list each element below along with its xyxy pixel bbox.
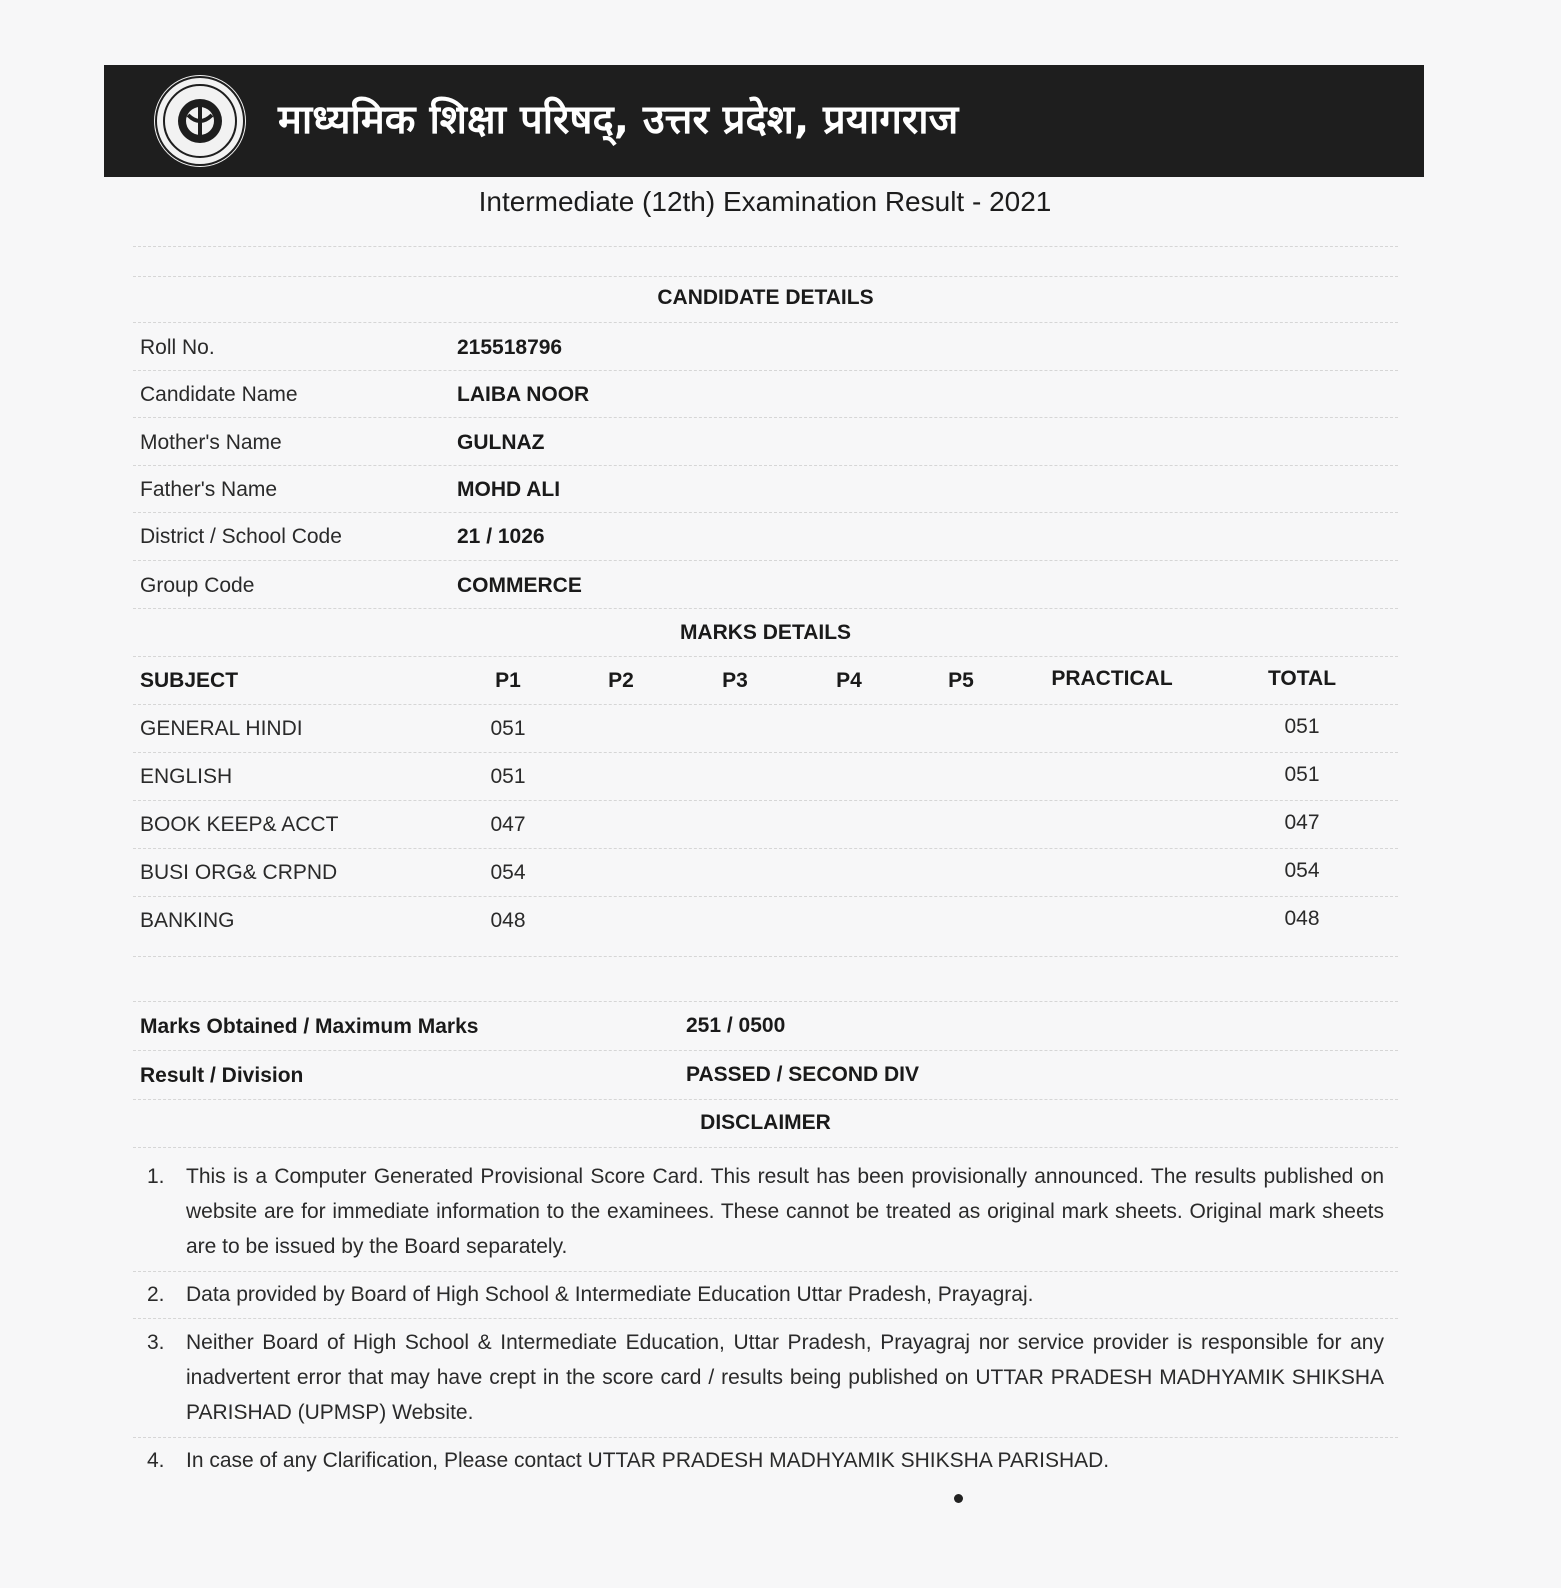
result-division-label: Result / Division bbox=[140, 1064, 304, 1087]
disclaimer-item bbox=[147, 1325, 1384, 1430]
roll-no-value: 215518796 bbox=[457, 336, 563, 359]
divider bbox=[133, 1437, 1398, 1438]
exam-title: Intermediate (12th) Examination Result - 2021 bbox=[478, 186, 1052, 217]
father-name-label: Father's Name bbox=[140, 478, 278, 501]
p1-cell: 048 bbox=[490, 909, 526, 932]
col-p2: P2 bbox=[608, 669, 634, 692]
disclaimer-item bbox=[147, 1159, 1384, 1264]
divider bbox=[133, 656, 1398, 657]
divider bbox=[133, 1147, 1398, 1148]
total-cell: 054 bbox=[1284, 859, 1320, 882]
divider bbox=[133, 1099, 1398, 1100]
group-code-label: Group Code bbox=[140, 574, 255, 597]
divider bbox=[133, 848, 1398, 849]
total-cell: 048 bbox=[1284, 907, 1320, 930]
col-p5: P5 bbox=[948, 669, 974, 692]
district-school-code-value: 21 / 1026 bbox=[457, 525, 545, 548]
disclaimer-text: In case of any Clarification, Please contact UTTAR PRADESH MADHYAMIK SHIKSHA PARISHAD. bbox=[186, 1449, 1110, 1472]
disclaimer-number: 1. bbox=[147, 1165, 165, 1188]
ink-dot bbox=[954, 1494, 963, 1503]
col-p3: P3 bbox=[722, 669, 748, 692]
marks-obtained-value: 251 / 0500 bbox=[686, 1014, 786, 1037]
subject-cell: BUSI ORG& CRPND bbox=[140, 861, 338, 884]
candidate-details-heading: CANDIDATE DETAILS bbox=[657, 286, 874, 309]
col-total: TOTAL bbox=[1267, 667, 1337, 690]
mother-name-value: GULNAZ bbox=[457, 431, 545, 454]
divider bbox=[133, 465, 1398, 466]
father-name-value: MOHD ALI bbox=[457, 478, 561, 501]
disclaimer-text: This is a Computer Generated Provisional Score Card. This result has been provisionally announced. The results published on website are for immediate information to the examinees. These cannot be treated as original mark sheets. Original mark sheets are to be issued by the Board separately. bbox=[186, 1165, 1384, 1258]
divider bbox=[133, 417, 1398, 418]
col-p1: P1 bbox=[495, 669, 521, 692]
divider bbox=[133, 1318, 1398, 1319]
candidate-name-label: Candidate Name bbox=[140, 383, 298, 406]
disclaimer-text: Data provided by Board of High School & Intermediate Education Uttar Pradesh, Prayagraj. bbox=[186, 1283, 1034, 1306]
col-subject: SUBJECT bbox=[140, 669, 239, 692]
group-code-value: COMMERCE bbox=[457, 574, 582, 597]
disclaimer-number: 4. bbox=[147, 1449, 165, 1472]
district-school-code-label: District / School Code bbox=[140, 525, 342, 548]
divider bbox=[133, 956, 1398, 957]
p1-cell: 047 bbox=[490, 813, 526, 836]
marks-details-heading: MARKS DETAILS bbox=[679, 621, 852, 644]
divider bbox=[133, 704, 1398, 705]
board-name-hindi: माध्यमिक शिक्षा परिषद्, उत्तर प्रदेश, प्रयागराज bbox=[278, 97, 959, 143]
divider bbox=[133, 1050, 1398, 1051]
divider bbox=[133, 896, 1398, 897]
total-cell: 051 bbox=[1284, 715, 1320, 738]
divider bbox=[133, 276, 1398, 277]
col-p4: P4 bbox=[836, 669, 862, 692]
divider bbox=[133, 512, 1398, 513]
roll-no-label: Roll No. bbox=[140, 336, 215, 359]
total-cell: 051 bbox=[1284, 763, 1320, 786]
mother-name-label: Mother's Name bbox=[140, 431, 282, 454]
divider bbox=[133, 1271, 1398, 1272]
divider bbox=[133, 560, 1398, 561]
divider bbox=[133, 246, 1398, 247]
divider bbox=[133, 322, 1398, 323]
disclaimer-number: 3. bbox=[147, 1331, 165, 1354]
candidate-name-value: LAIBA NOOR bbox=[457, 383, 590, 406]
divider bbox=[133, 1001, 1398, 1002]
marks-obtained-label: Marks Obtained / Maximum Marks bbox=[140, 1015, 479, 1038]
divider bbox=[133, 752, 1398, 753]
subject-cell: BOOK KEEP& ACCT bbox=[140, 813, 339, 836]
board-seal-icon bbox=[154, 75, 246, 167]
disclaimer-heading: DISCLAIMER bbox=[700, 1111, 831, 1134]
disclaimer-item bbox=[147, 1443, 1384, 1478]
disclaimer-item bbox=[147, 1277, 1384, 1312]
col-practical: PRACTICAL bbox=[1051, 667, 1173, 690]
header-banner bbox=[104, 65, 1424, 177]
total-cell: 047 bbox=[1284, 811, 1320, 834]
disclaimer-text: Neither Board of High School & Intermediate Education, Uttar Pradesh, Prayagraj nor service provider is responsible for any inadvertent error that may have crept in the score card / results being published on UTTAR PRADESH MADHYAMIK SHIKSHA PARISHAD (UPMSP) Website. bbox=[186, 1331, 1384, 1424]
p1-cell: 051 bbox=[490, 717, 526, 740]
disclaimer-number: 2. bbox=[147, 1283, 165, 1306]
subject-cell: BANKING bbox=[140, 909, 235, 932]
p1-cell: 051 bbox=[490, 765, 526, 788]
p1-cell: 054 bbox=[490, 861, 526, 884]
divider bbox=[133, 370, 1398, 371]
divider bbox=[133, 800, 1398, 801]
result-division-value: PASSED / SECOND DIV bbox=[686, 1063, 919, 1086]
subject-cell: ENGLISH bbox=[140, 765, 233, 788]
divider bbox=[133, 608, 1398, 609]
subject-cell: GENERAL HINDI bbox=[140, 717, 303, 740]
